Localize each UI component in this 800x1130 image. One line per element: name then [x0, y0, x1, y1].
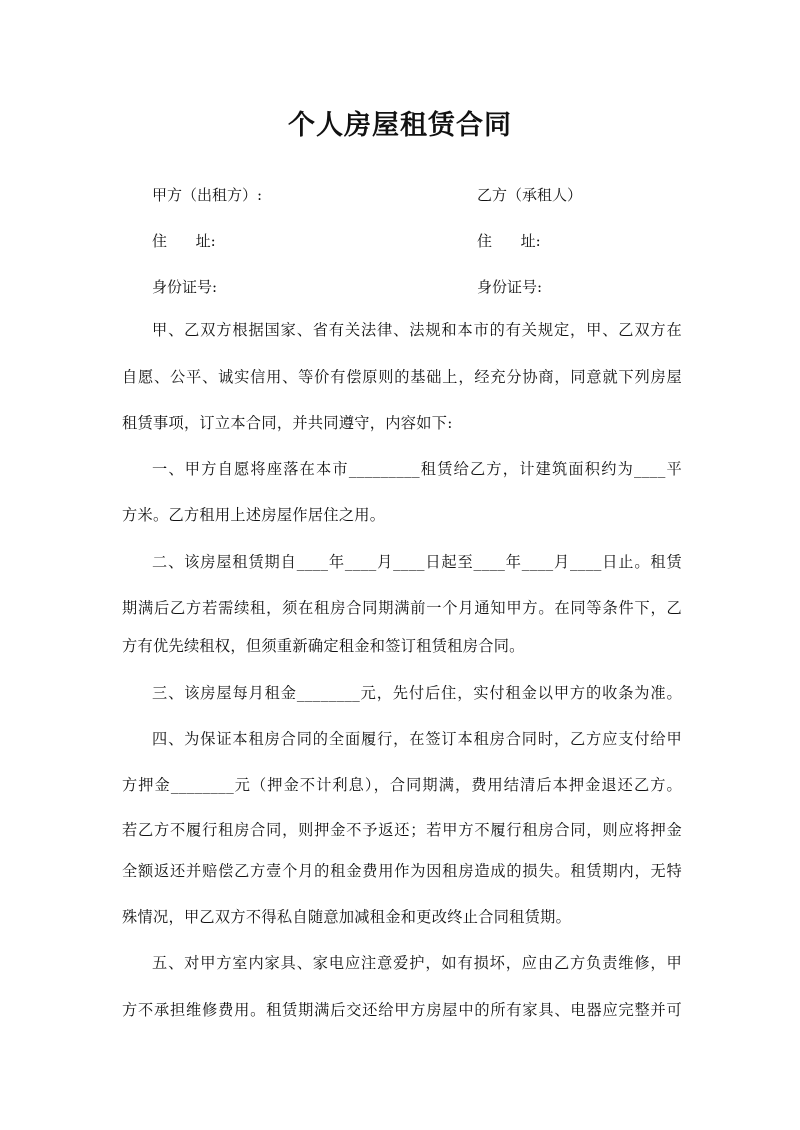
clause-4-line: 全额返还并赔偿乙方壹个月的租金费用作为因租房造成的损失。租赁期内，无特	[122, 862, 682, 880]
party-row-address	[152, 229, 712, 253]
clause-1-line: 方米。乙方租用上述房屋作居住之用。	[122, 506, 386, 524]
paragraph-line: 租赁事项，订立本合同，并共同遵守，内容如下:	[122, 414, 453, 432]
paragraph-line: 自愿、公平、诚实信用、等价有偿原则的基础上，经充分协商，同意就下列房屋	[122, 368, 682, 386]
clause-2-line: 方有优先续租权，但须重新确定租金和签订租赁租房合同。	[122, 637, 525, 655]
clause-2-line: 二、该房屋租赁期自____年____月____日起至____年____月____日止。租赁	[152, 553, 682, 571]
lessee-id-label: 身份证号:	[477, 278, 543, 296]
clause-4-line: 若乙方不履行租房合同，则押金不予返还；若甲方不履行租房合同，则应将押金	[122, 821, 682, 839]
lessor-label: 甲方（出租方）:	[152, 186, 263, 204]
clause-4-line: 四、为保证本租房合同的全面履行，在签订本租房合同时，乙方应支付给甲	[152, 730, 682, 748]
clause-1-line: 一、甲方自愿将座落在本市_________租赁给乙方，计建筑面积约为____平	[152, 460, 682, 478]
clause-5-line: 五、对甲方室内家具、家电应注意爱护，如有损坏，应由乙方负责维修，甲	[152, 954, 682, 972]
clause-3-line: 三、该房屋每月租金________元，先付后住，实付租金以甲方的收条为准。	[152, 684, 682, 702]
clause-4-line: 殊情况，甲乙双方不得私自随意加减租金和更改终止合同租赁期。	[122, 908, 572, 926]
clause-4-line: 方押金________元（押金不计利息），合同期满，费用结清后本押金退还乙方。	[122, 776, 682, 794]
clause-5-line: 方不承担维修费用。租赁期满后交还给甲方房屋中的所有家具、电器应完整并可	[122, 1001, 682, 1019]
party-row-name	[152, 183, 712, 207]
lessor-id-label: 身份证号:	[152, 278, 218, 296]
document-title: 个人房屋租赁合同	[288, 110, 512, 141]
paragraph-line: 甲、乙双方根据国家、省有关法律、法规和本市的有关规定，甲、乙双方在	[152, 321, 682, 339]
clause-2-line: 期满后乙方若需续租，须在租房合同期满前一个月通知甲方。在同等条件下，乙	[122, 599, 682, 617]
lessee-address-label: 住 址:	[477, 232, 541, 250]
lessor-address-label: 住 址:	[152, 232, 216, 250]
lessee-label: 乙方（承租人）	[477, 186, 583, 204]
party-row-id	[152, 275, 712, 299]
